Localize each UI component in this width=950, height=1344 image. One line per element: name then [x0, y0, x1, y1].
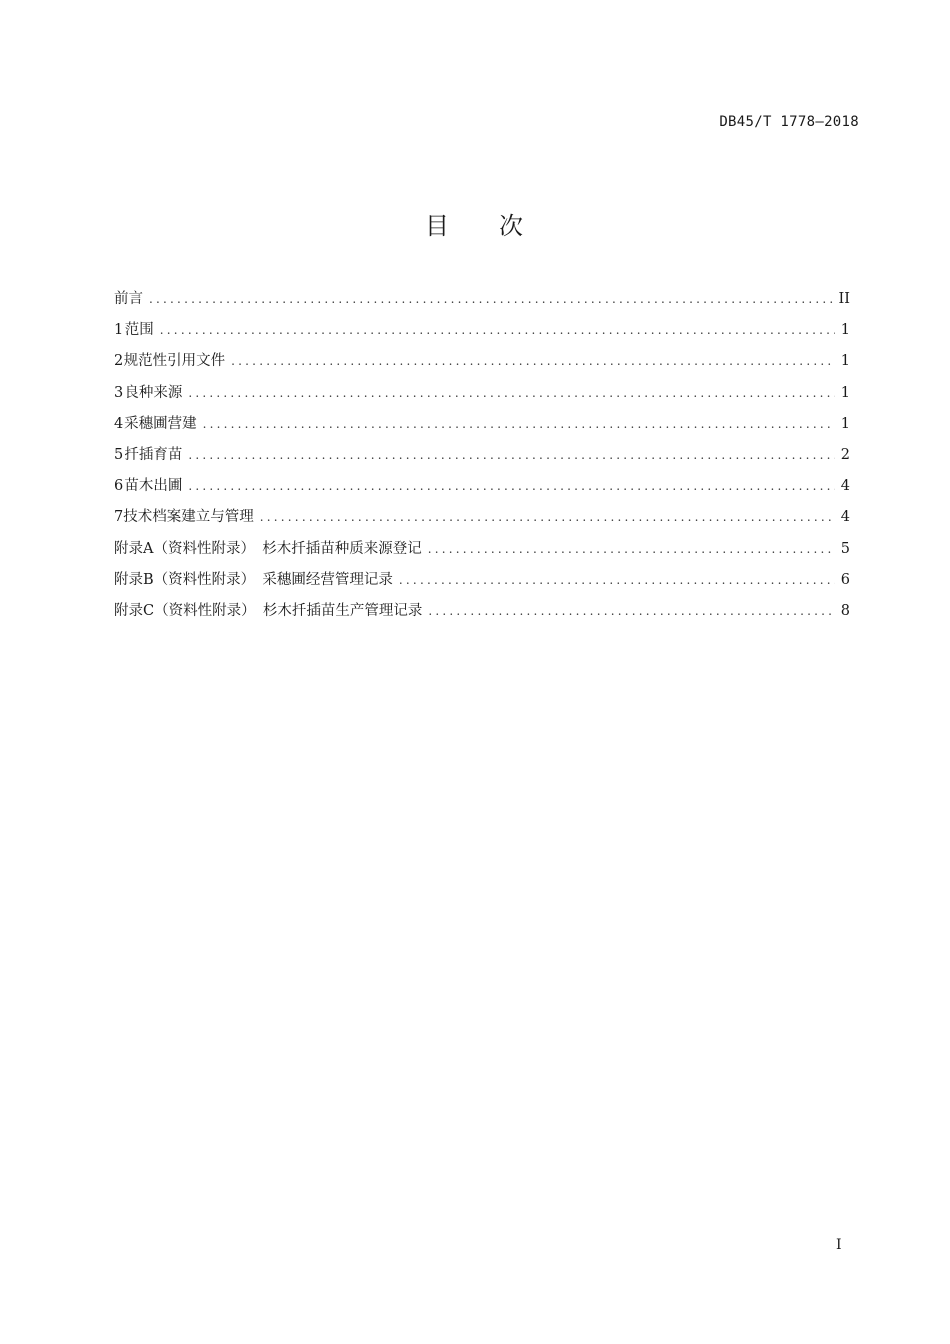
- toc-entry-label: 规范性引用文件: [123, 353, 226, 370]
- toc-entry-label: 技术档案建立与管理: [123, 509, 254, 526]
- toc-entry-label: 范围: [124, 322, 154, 339]
- toc-entry-appendix-c[interactable]: [114, 599, 850, 630]
- toc-leader-dots: [188, 448, 834, 462]
- toc-entry-page: 5: [840, 540, 850, 557]
- toc-entry-page: II: [838, 291, 850, 307]
- toc-leader-dots: [149, 292, 833, 306]
- toc-entry-7[interactable]: [114, 505, 850, 536]
- toc-entry-page: 1: [840, 353, 850, 370]
- toc-entry-page: 1: [840, 415, 850, 432]
- toc-entry-page: 8: [840, 602, 850, 619]
- document-code: DB45/T 1778—2018: [719, 114, 859, 130]
- toc-entry-appendix-a[interactable]: [114, 537, 850, 568]
- toc-entry-label: 附录B（资料性附录） 采穗圃经营管理记录: [114, 571, 393, 588]
- page-number: I: [836, 1237, 842, 1253]
- toc-title-char-1: 目: [425, 212, 451, 240]
- toc-leader-dots: [428, 604, 834, 618]
- toc-entry-number: 7: [114, 509, 124, 526]
- toc-leader-dots: [231, 354, 835, 368]
- toc-entry-3[interactable]: [114, 381, 850, 412]
- toc-leader-dots: [399, 573, 835, 587]
- toc-leader-dots: [188, 386, 834, 400]
- toc-entry-number: 6: [114, 478, 124, 495]
- toc-entry-page: 4: [840, 509, 850, 526]
- toc-entry-label: 附录A（资料性附录） 杉木扦插苗种质来源登记: [114, 540, 422, 557]
- toc-entry-page: 1: [840, 384, 850, 401]
- toc-entry-5[interactable]: [114, 443, 850, 474]
- toc-entry-1[interactable]: [114, 318, 850, 349]
- toc-entry-2[interactable]: [114, 349, 850, 380]
- toc-entry-label: 附录C（资料性附录） 杉木扦插苗生产管理记录: [114, 602, 423, 619]
- toc-entry-foreword[interactable]: [114, 287, 850, 318]
- toc-entry-page: 4: [840, 478, 850, 495]
- toc-leader-dots: [203, 417, 835, 431]
- table-of-contents: [114, 287, 850, 630]
- toc-entry-number: 2: [114, 353, 124, 370]
- toc-entry-6[interactable]: [114, 474, 850, 505]
- toc-entry-appendix-b[interactable]: [114, 568, 850, 599]
- toc-title: [0, 206, 950, 241]
- toc-entry-label: 前言: [114, 291, 143, 307]
- toc-entry-number: 3: [114, 384, 124, 401]
- toc-entry-4[interactable]: [114, 412, 850, 443]
- toc-entry-page: 1: [840, 322, 850, 339]
- toc-leader-dots: [428, 542, 835, 556]
- toc-leader-dots: [188, 479, 834, 493]
- toc-title-char-2: 次: [499, 212, 525, 240]
- toc-entry-label: 苗木出圃: [124, 478, 183, 495]
- toc-entry-label: 采穗圃营建: [124, 415, 197, 432]
- toc-entry-label: 扦插育苗: [124, 446, 183, 463]
- toc-entry-page: 2: [840, 446, 850, 463]
- toc-entry-label: 良种来源: [124, 384, 183, 401]
- toc-entry-number: 4: [114, 415, 124, 432]
- toc-entry-number: 1: [114, 322, 124, 339]
- toc-leader-dots: [160, 323, 835, 337]
- toc-entry-number: 5: [114, 446, 124, 463]
- toc-leader-dots: [260, 510, 835, 524]
- toc-entry-page: 6: [840, 571, 850, 588]
